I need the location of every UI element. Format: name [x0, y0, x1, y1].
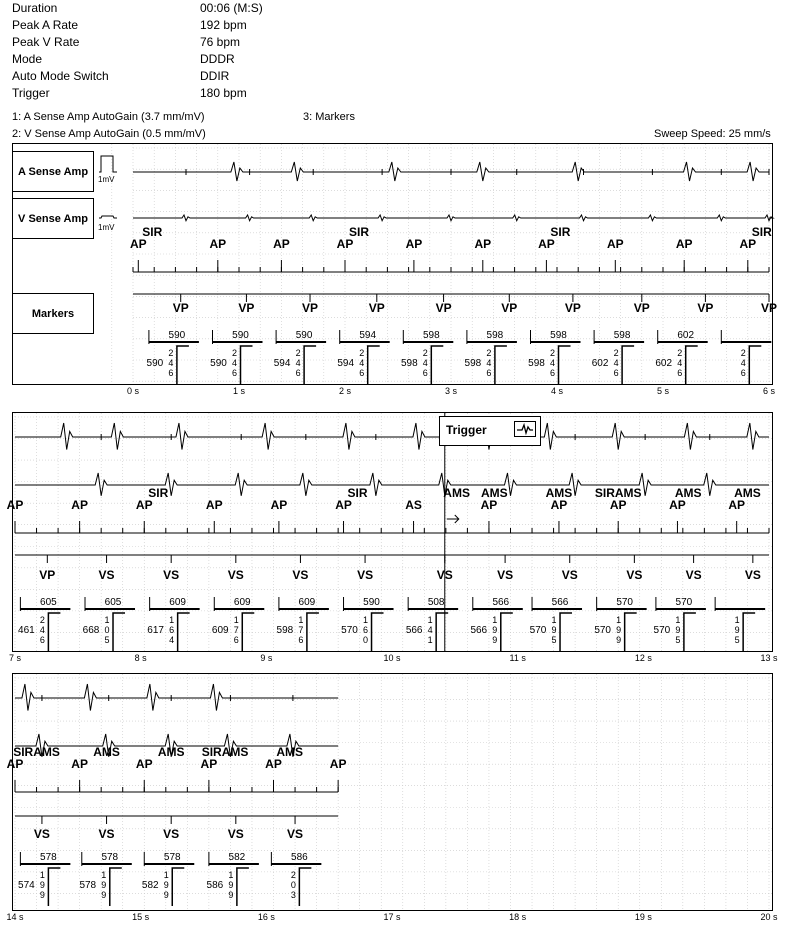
trigger-indicator [439, 416, 541, 446]
interval-value-bottom: 598 [464, 358, 482, 369]
time-tick-label: 16 s [257, 912, 275, 922]
ventricular-marker-label: VS [436, 568, 453, 582]
info-value: 00:06 (M:S) [200, 1, 263, 15]
interval-code-digit: 2 [486, 348, 492, 358]
ventricular-egm-trace [133, 215, 773, 221]
ventricular-marker-label: VS [98, 827, 115, 841]
atrial-marker-label: AP [265, 757, 282, 771]
ventricular-marker-label: VS [561, 568, 578, 582]
atrial-marker-label: AMS [276, 745, 304, 759]
atrial-marker-label: AMS [480, 486, 508, 500]
interval-code-digit: 4 [359, 358, 365, 368]
interval-value-top: 578 [163, 852, 181, 863]
ecg-strip-3 [6, 673, 773, 911]
interval-code-digit: 9 [616, 625, 622, 635]
interval-code-digit: 9 [551, 625, 557, 635]
atrial-marker-label: AMS [545, 486, 573, 500]
interval-corner [178, 613, 190, 651]
channel-2-label: 2: V Sense Amp AutoGain (0.5 mm/mV) [12, 128, 206, 140]
info-label: Peak A Rate [12, 18, 79, 32]
interval-code-digit: 9 [675, 625, 681, 635]
interval-code-digit: 4 [168, 358, 174, 368]
interval-code-digit: 9 [39, 890, 45, 900]
atrial-marker-label: AP [728, 498, 746, 512]
interval-value-top: 609 [233, 597, 251, 608]
atrial-marker-label: AP [71, 757, 88, 771]
time-tick-label: 8 s [134, 653, 147, 663]
interval-corner [686, 346, 698, 384]
atrial-marker-label: AP [609, 498, 627, 512]
interval-code-digit: 7 [233, 625, 239, 635]
time-tick-label: 6 s [762, 386, 776, 396]
a-sense-amp-label: A Sense Amp [12, 151, 94, 192]
atrial-marker-label: AP [135, 498, 153, 512]
interval-code-digit: 1 [427, 615, 433, 625]
interval-value-bottom: 566 [470, 625, 488, 636]
interval-corner [237, 868, 249, 906]
interval-corner [501, 613, 513, 651]
time-tick-label: 18 s [509, 912, 527, 922]
interval-value-top: 598 [613, 330, 631, 341]
interval-code-digit: 4 [613, 358, 619, 368]
ventricular-marker-label: VP [633, 301, 650, 315]
atrial-marker-label: AMS [443, 486, 470, 500]
interval-value-bottom: 566 [405, 625, 423, 636]
interval-value-top: 609 [298, 597, 316, 608]
interval-code-digit: 6 [39, 635, 45, 645]
interval-code-digit: 4 [427, 625, 433, 635]
time-tick-label: 3 s [444, 386, 458, 396]
ventricular-marker-label: VS [292, 568, 309, 582]
v-sense-amp-label: V Sense Amp [12, 198, 94, 239]
interval-code-digit: 6 [359, 368, 365, 378]
interval-code-digit: 5 [104, 635, 110, 645]
strip-3-plot [6, 674, 772, 910]
atrial-marker-label: AP [6, 498, 24, 512]
interval-value-top: 570 [616, 597, 634, 608]
interval-code-digit: 2 [740, 348, 746, 358]
interval-corner [172, 868, 184, 906]
interval-code-digit: 1 [363, 615, 369, 625]
ventricular-marker-label: VS [497, 568, 514, 582]
atrial-marker-label: AMS [157, 745, 185, 759]
interval-code-digit: 4 [295, 358, 301, 368]
interval-code-digit: 5 [675, 635, 681, 645]
atrial-marker-label: AP [480, 498, 498, 512]
atrial-marker-label: AP [669, 498, 686, 512]
sir-marker-label: SIR [550, 225, 571, 239]
interval-value-bottom: 668 [82, 625, 100, 636]
interval-code-digit: 6 [233, 635, 239, 645]
ventricular-marker-label: VP [238, 301, 255, 315]
interval-code-digit: 2 [295, 348, 301, 358]
atrial-marker-label: AP [739, 237, 757, 251]
interval-value-top: 566 [492, 597, 510, 608]
interval-value-top: 598 [486, 330, 504, 341]
interval-code-digit: 4 [39, 625, 45, 635]
atrial-marker-label: AP [538, 237, 555, 251]
atrial-marker-label: AS [405, 498, 422, 512]
interval-code-digit: 6 [169, 625, 175, 635]
interval-value-top: 605 [40, 597, 57, 608]
time-tick-label: 11 s [509, 653, 526, 663]
interval-code-digit: 9 [734, 625, 740, 635]
sir-marker-label: SIR [751, 225, 772, 239]
interval-value-top: 590 [168, 330, 186, 341]
interval-code-digit: 1 [228, 870, 234, 880]
interval-code-digit: 1 [492, 615, 498, 625]
ventricular-marker-label: VS [744, 568, 761, 582]
interval-code-digit: 1 [101, 870, 107, 880]
time-tick-label: 12 s [634, 653, 652, 663]
interval-value-bottom: 602 [655, 358, 673, 369]
time-tick-label: 1 s [232, 386, 246, 396]
interval-value-top: 602 [677, 330, 695, 341]
interval-corner [684, 613, 696, 651]
ventricular-marker-label: VS [163, 568, 180, 582]
sir-marker-label: SIR [347, 486, 368, 500]
interval-value-top: 605 [104, 597, 122, 608]
channel-3-label: 3: Markers [303, 111, 355, 123]
interval-value-bottom: 578 [79, 880, 97, 891]
atrial-marker-label: AP [273, 237, 290, 251]
atrial-marker-label: AMS [674, 486, 702, 500]
atrial-marker-label: AP [405, 237, 423, 251]
v-calibration-pulse [99, 216, 117, 218]
atrial-marker-label: SIRAMS [594, 486, 642, 500]
interval-code-digit: 9 [228, 890, 234, 900]
interval-code-digit: 6 [168, 368, 174, 378]
interval-code-digit: 9 [492, 625, 498, 635]
interval-value-top: 594 [359, 330, 377, 341]
ventricular-marker-label: VS [626, 568, 643, 582]
interval-code-digit: 2 [231, 348, 238, 358]
info-label: Duration [12, 1, 58, 15]
interval-code-digit: 1 [298, 615, 304, 625]
interval-code-digit: 5 [551, 635, 557, 645]
interval-code-digit: 1 [427, 635, 433, 645]
waveform-icon [514, 421, 536, 437]
interval-value-top: 508 [427, 597, 445, 608]
atrial-marker-label: AP [209, 237, 227, 251]
interval-corner [559, 346, 571, 384]
atrial-marker-label: AP [329, 757, 347, 771]
interval-value-bottom: 594 [273, 358, 291, 369]
interval-value-bottom: 598 [276, 625, 294, 636]
interval-code-digit: 9 [39, 880, 45, 890]
ventricular-marker-label: VS [357, 568, 374, 582]
ventricular-marker-label: VS [163, 827, 180, 841]
time-tick-label: 19 s [634, 912, 652, 922]
interval-value-top: 578 [101, 852, 119, 863]
ventricular-marker-label: VP [302, 301, 319, 315]
ecg-strip-2 [6, 412, 773, 652]
time-tick-label: 0 s [126, 386, 140, 396]
time-tick-label: 2 s [338, 386, 352, 396]
interval-value-top: 586 [291, 852, 308, 863]
info-label: Trigger [12, 86, 50, 100]
ventricular-marker-label: VS [227, 827, 244, 841]
interval-code-digit: 1 [233, 615, 239, 625]
interval-corner [436, 613, 448, 651]
interval-code-digit: 6 [298, 635, 304, 645]
atrial-marker-label: AP [336, 237, 354, 251]
interval-code-digit: 6 [486, 368, 492, 378]
atrial-marker-label: SIRAMS [201, 745, 249, 759]
interval-code-digit: 9 [101, 890, 107, 900]
ventricular-marker-label: VS [685, 568, 702, 582]
ventricular-marker-label: VP [564, 301, 581, 315]
info-value: 76 bpm [200, 35, 241, 49]
interval-code-digit: 4 [677, 358, 683, 368]
info-value: DDIR [200, 69, 230, 83]
time-tick-label: 7 s [8, 653, 22, 663]
atrial-marker-label: AP [606, 237, 624, 251]
interval-code-digit: 6 [422, 368, 428, 378]
interval-code-digit: 4 [486, 358, 492, 368]
ventricular-marker-label: VS [33, 827, 50, 841]
interval-code-digit: 3 [290, 890, 296, 900]
interval-value-bottom: 609 [211, 625, 229, 636]
grid [112, 144, 772, 384]
interval-code-digit: 1 [104, 615, 110, 625]
interval-code-digit: 4 [169, 635, 175, 645]
atrial-marker-label: AMS [93, 745, 120, 759]
time-tick-label: 15 s [132, 912, 150, 922]
time-tick-label: 20 s [760, 912, 778, 922]
interval-code-digit: 7 [298, 625, 304, 635]
interval-code-digit: 2 [359, 348, 365, 358]
interval-code-digit: 2 [168, 348, 174, 358]
ventricular-marker-label: VP [697, 301, 714, 315]
atrial-marker-label: AP [270, 498, 288, 512]
interval-code-digit: 9 [163, 890, 169, 900]
atrial-marker-label: AP [135, 757, 153, 771]
info-value: DDDR [200, 52, 235, 66]
grid [15, 413, 772, 651]
interval-code-digit: 9 [228, 880, 234, 890]
interval-corner [495, 346, 507, 384]
strip-2-plot [6, 413, 772, 651]
interval-corner [48, 868, 60, 906]
info-value: 180 bpm [200, 86, 247, 100]
interval-code-digit: 4 [422, 358, 428, 368]
ventricular-marker-label: VP [501, 301, 518, 315]
interval-code-digit: 9 [101, 880, 107, 890]
interval-code-digit: 1 [39, 870, 45, 880]
sweep-speed: Sweep Speed: 25 mm/s [654, 128, 771, 140]
interval-value-top: 598 [550, 330, 567, 341]
ventricular-marker-label: VP [435, 301, 452, 315]
ventricular-marker-label: VS [98, 568, 115, 582]
interval-corner [307, 613, 319, 651]
atrial-marker-label: AP [474, 237, 492, 251]
interval-value-bottom: 598 [400, 358, 418, 369]
atrial-marker-label: AP [205, 498, 223, 512]
interval-code-digit: 2 [549, 348, 556, 358]
interval-code-digit: 1 [163, 870, 169, 880]
interval-value-top: 598 [422, 330, 440, 341]
interval-code-digit: 1 [616, 615, 622, 625]
interval-value-bottom: 590 [146, 358, 164, 369]
interval-corner [743, 613, 755, 651]
atrial-egm-trace [15, 684, 338, 711]
interval-corner [368, 346, 380, 384]
interval-code-digit: 9 [616, 635, 622, 645]
interval-code-digit: 4 [231, 358, 238, 368]
interval-corner [625, 613, 637, 651]
ventricular-marker-label: VP [368, 301, 385, 315]
interval-code-digit: 6 [613, 368, 619, 378]
interval-value-bottom: 594 [337, 358, 355, 369]
interval-code-digit: 6 [677, 368, 683, 378]
interval-value-bottom: 582 [141, 880, 159, 891]
interval-code-digit: 6 [549, 368, 556, 378]
interval-code-digit: 6 [295, 368, 301, 378]
interval-code-digit: 6 [231, 368, 238, 378]
interval-corner [177, 346, 189, 384]
interval-code-digit: 4 [549, 358, 556, 368]
interval-value-top: 590 [232, 330, 249, 341]
ventricular-marker-label: VP [172, 301, 189, 315]
interval-code-digit: 0 [290, 880, 296, 890]
interval-corner [622, 346, 634, 384]
ecg-strip-1 [12, 143, 778, 385]
interval-code-digit: 0 [363, 635, 369, 645]
interval-value-bottom: 570 [341, 625, 358, 636]
interval-code-digit: 1 [551, 615, 557, 625]
interval-corner [372, 613, 384, 651]
interval-value-bottom: 570 [594, 625, 612, 636]
time-tick-label: 17 s [383, 912, 401, 922]
interval-code-digit: 2 [39, 615, 45, 625]
interval-value-bottom: 590 [210, 358, 227, 369]
info-label: Auto Mode Switch [12, 69, 109, 83]
interval-value-bottom: 586 [206, 880, 224, 891]
interval-corner [560, 613, 572, 651]
interval-code-digit: 9 [492, 635, 498, 645]
atrial-marker-label: SIRAMS [13, 745, 60, 759]
interval-corner [299, 868, 311, 906]
time-tick-label: 4 s [550, 386, 564, 396]
interval-code-digit: 5 [734, 635, 740, 645]
interval-value-bottom: 574 [18, 880, 35, 891]
interval-code-digit: 2 [613, 348, 619, 358]
atrial-marker-label: AP [550, 498, 568, 512]
trigger-label: Trigger [446, 423, 487, 437]
interval-value-bottom: 570 [529, 625, 547, 636]
ventricular-marker-label: VP [39, 568, 56, 582]
info-label: Mode [12, 52, 43, 66]
interval-value-top: 590 [295, 330, 313, 341]
info-value: 192 bpm [200, 18, 247, 32]
atrial-marker-label: AP [71, 498, 88, 512]
a-calibration-pulse [99, 156, 117, 172]
interval-value-top: 582 [228, 852, 246, 863]
interval-code-digit: 2 [422, 348, 428, 358]
time-tick-label: 10 s [383, 653, 401, 663]
interval-code-digit: 4 [740, 358, 746, 368]
interval-value-top: 590 [363, 597, 380, 608]
interval-value-top: 570 [675, 597, 693, 608]
time-tick-label: 5 s [656, 386, 670, 396]
interval-code-digit: 0 [104, 625, 110, 635]
ventricular-marker-label: VS [227, 568, 244, 582]
interval-code-digit: 1 [675, 615, 681, 625]
atrial-marker-label: AP [6, 757, 24, 771]
interval-corner [304, 346, 316, 384]
markers-label: Markers [12, 293, 94, 334]
atrial-marker-label: AP [200, 757, 218, 771]
atrial-marker-label: AMS [734, 486, 761, 500]
ventricular-marker-label: VS [287, 827, 304, 841]
channel-1-label: 1: A Sense Amp AutoGain (3.7 mm/mV) [12, 111, 205, 123]
interval-code-digit: 2 [290, 870, 296, 880]
atrial-marker-label: AP [129, 237, 147, 251]
interval-corner [749, 346, 761, 384]
atrial-marker-label: AP [675, 237, 693, 251]
interval-value-bottom: 461 [18, 625, 35, 636]
interval-corner [110, 868, 122, 906]
interval-value-top: 566 [551, 597, 569, 608]
interval-code-digit: 6 [740, 368, 746, 378]
interval-corner [48, 613, 60, 651]
interval-code-digit: 6 [363, 625, 369, 635]
strip-1-plot [13, 144, 778, 384]
interval-corner [242, 613, 254, 651]
ventricular-marker-label: VP [760, 301, 778, 315]
interval-value-top: 609 [169, 597, 186, 608]
sir-marker-label: SIR [348, 225, 370, 239]
interval-corner [431, 346, 443, 384]
a-cal-label: 1mV [98, 175, 115, 184]
time-tick-label: 9 s [260, 653, 273, 663]
interval-corner [241, 346, 253, 384]
sir-marker-label: SIR [148, 486, 169, 500]
time-tick-label: 13 s [760, 653, 778, 663]
atrial-marker-label: AP [335, 498, 352, 512]
atrial-egm-trace [15, 423, 769, 450]
interval-code-digit: 1 [734, 615, 740, 625]
interval-code-digit: 2 [677, 348, 683, 358]
v-cal-label: 1mV [98, 223, 115, 232]
interval-value-bottom: 598 [528, 358, 545, 369]
ventricular-egm-trace [15, 473, 769, 496]
interval-value-bottom: 602 [591, 358, 609, 369]
interval-corner [113, 613, 125, 651]
trigger-arrow [447, 515, 459, 523]
time-tick-label: 14 s [6, 912, 24, 922]
interval-value-bottom: 617 [147, 625, 164, 636]
interval-code-digit: 9 [163, 880, 169, 890]
interval-code-digit: 1 [169, 615, 175, 625]
interval-value-bottom: 570 [653, 625, 671, 636]
interval-value-top: 578 [40, 852, 57, 863]
info-label: Peak V Rate [12, 35, 80, 49]
sir-marker-label: SIR [142, 225, 163, 239]
